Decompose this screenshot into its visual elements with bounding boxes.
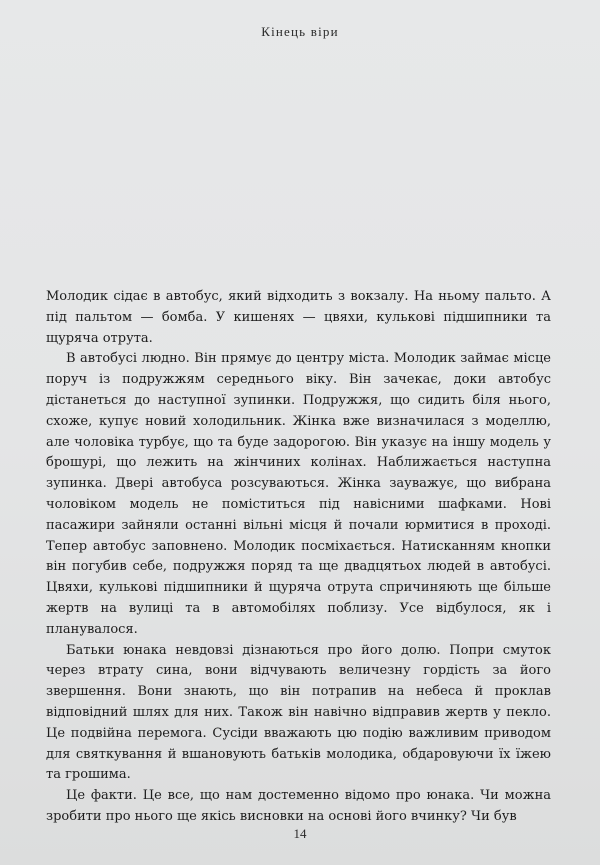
paragraph-2: В автобусі людно. Він прямує до центру міста. Молодик займає місце поруч із подружжям середнього віку. Він зачекає, доки автобус дістанеться до наступної зупинки. Подружжя, що сидить біля нього, схоже, купує новий холодильник. Жінка вже визначилася з моделлю, але чоловіка турбує, що та буде задорогою. Він указує на іншу модель у брошурі, що лежить на жінчиних колінах. Наближається наступна зупинка. Двері автобуса розсуваються. Жінка зауважує, що вибрана чоловіком модель не поміститься під навісними шафками. Нові пасажири зайняли останні вільні місця й почали юрмитися в проході. Тепер автобус заповнено. Молодик посміхається. Натисканням кнопки він погубив себе, подружжя поряд та ще двадцятьох людей в автобусі. Цвяхи, кулькові підшипники й щуряча отрута спричиняють ще більше жертв на вулиці та в автомобілях поблизу. Усе відбулося, як і планувалося. <box>46 351 551 637</box>
paragraph-3: Батьки юнака невдовзі дізнаються про його долю. Попри смуток через втрату сина, вони відчувають величезну гордість за його звершення. Вони знають, що він потрапив на небеса й проклав відповідний шлях для них. Також він навічно відправив жертв у пекло. Це подвійна перемога. Сусіди вважають цю подію важливим приводом для святкування й вшановують батьків молодика, обдаровуючи їх їжею та грошима. <box>46 642 551 783</box>
page-number: 14 <box>293 826 307 841</box>
paragraph-1: Молодик сідає в автобус, який відходить з вокзалу. На ньому пальто. А під пальтом — бомба. У кишенях — цвяхи, кулькові підшипники та щуряча отрута. <box>46 289 551 346</box>
body-text <box>46 287 551 828</box>
paragraph-4: Це факти. Це все, що нам достеменно відомо про юнака. Чи можна зробити про нього ще якісь висновки на основі його вчинку? Чи був <box>46 788 551 824</box>
running-title: Кінець віри <box>261 24 339 39</box>
